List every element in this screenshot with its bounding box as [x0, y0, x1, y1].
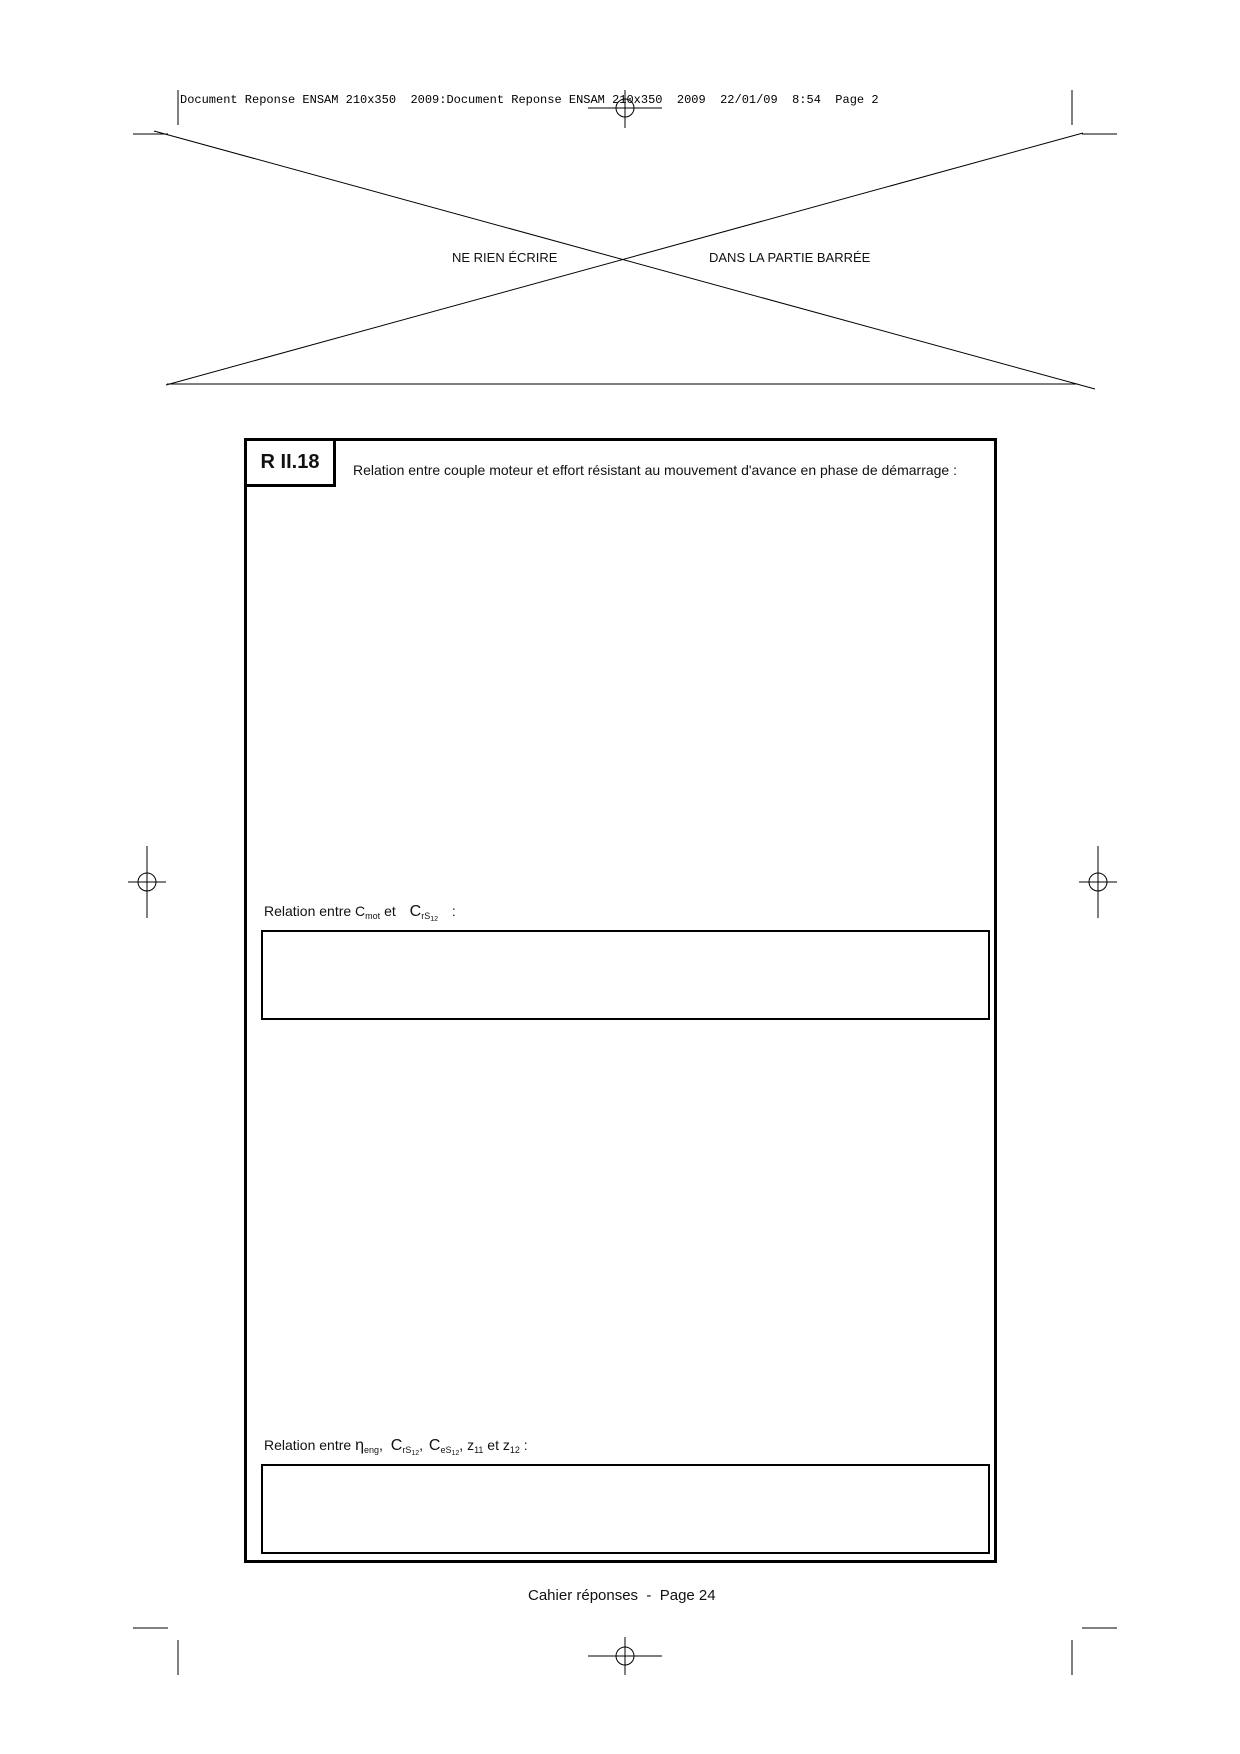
banner-right-text: DANS LA PARTIE BARRÉE: [709, 250, 871, 265]
banner-left-text: NE RIEN ÉCRIRE: [452, 250, 558, 265]
relation-2-label: Relation entre $\eta_{eng}$, $C_{rS12}$, $C_{eS12}$, $z_{11}$ et $z_{12}$ :: [264, 1437, 528, 1457]
question-number: R II.18: [244, 438, 336, 487]
registration-target-top: [588, 90, 662, 128]
page-footer: Cahier réponses - Page 24: [528, 1587, 716, 1604]
registration-target-right: [1079, 846, 1117, 918]
crossed-out-banner: [154, 131, 1095, 389]
registration-target-left: [128, 846, 166, 918]
registration-target-bottom: [588, 1637, 662, 1675]
print-slug-line: Document Reponse ENSAM 210x350 2009:Document Reponse ENSAM 210x350 2009 22/01/09 8:54 Page 2: [180, 93, 879, 107]
relation-1-answer-box[interactable]: [261, 930, 990, 1020]
relation-1-label: Relation entre $C_{mot}$ et $C_{rS12}$ :: [264, 903, 456, 923]
relation-2-answer-box[interactable]: [261, 1464, 990, 1554]
question-intro: Relation entre couple moteur et effort résistant au mouvement d'avance en phase de démarrage :: [353, 462, 957, 478]
